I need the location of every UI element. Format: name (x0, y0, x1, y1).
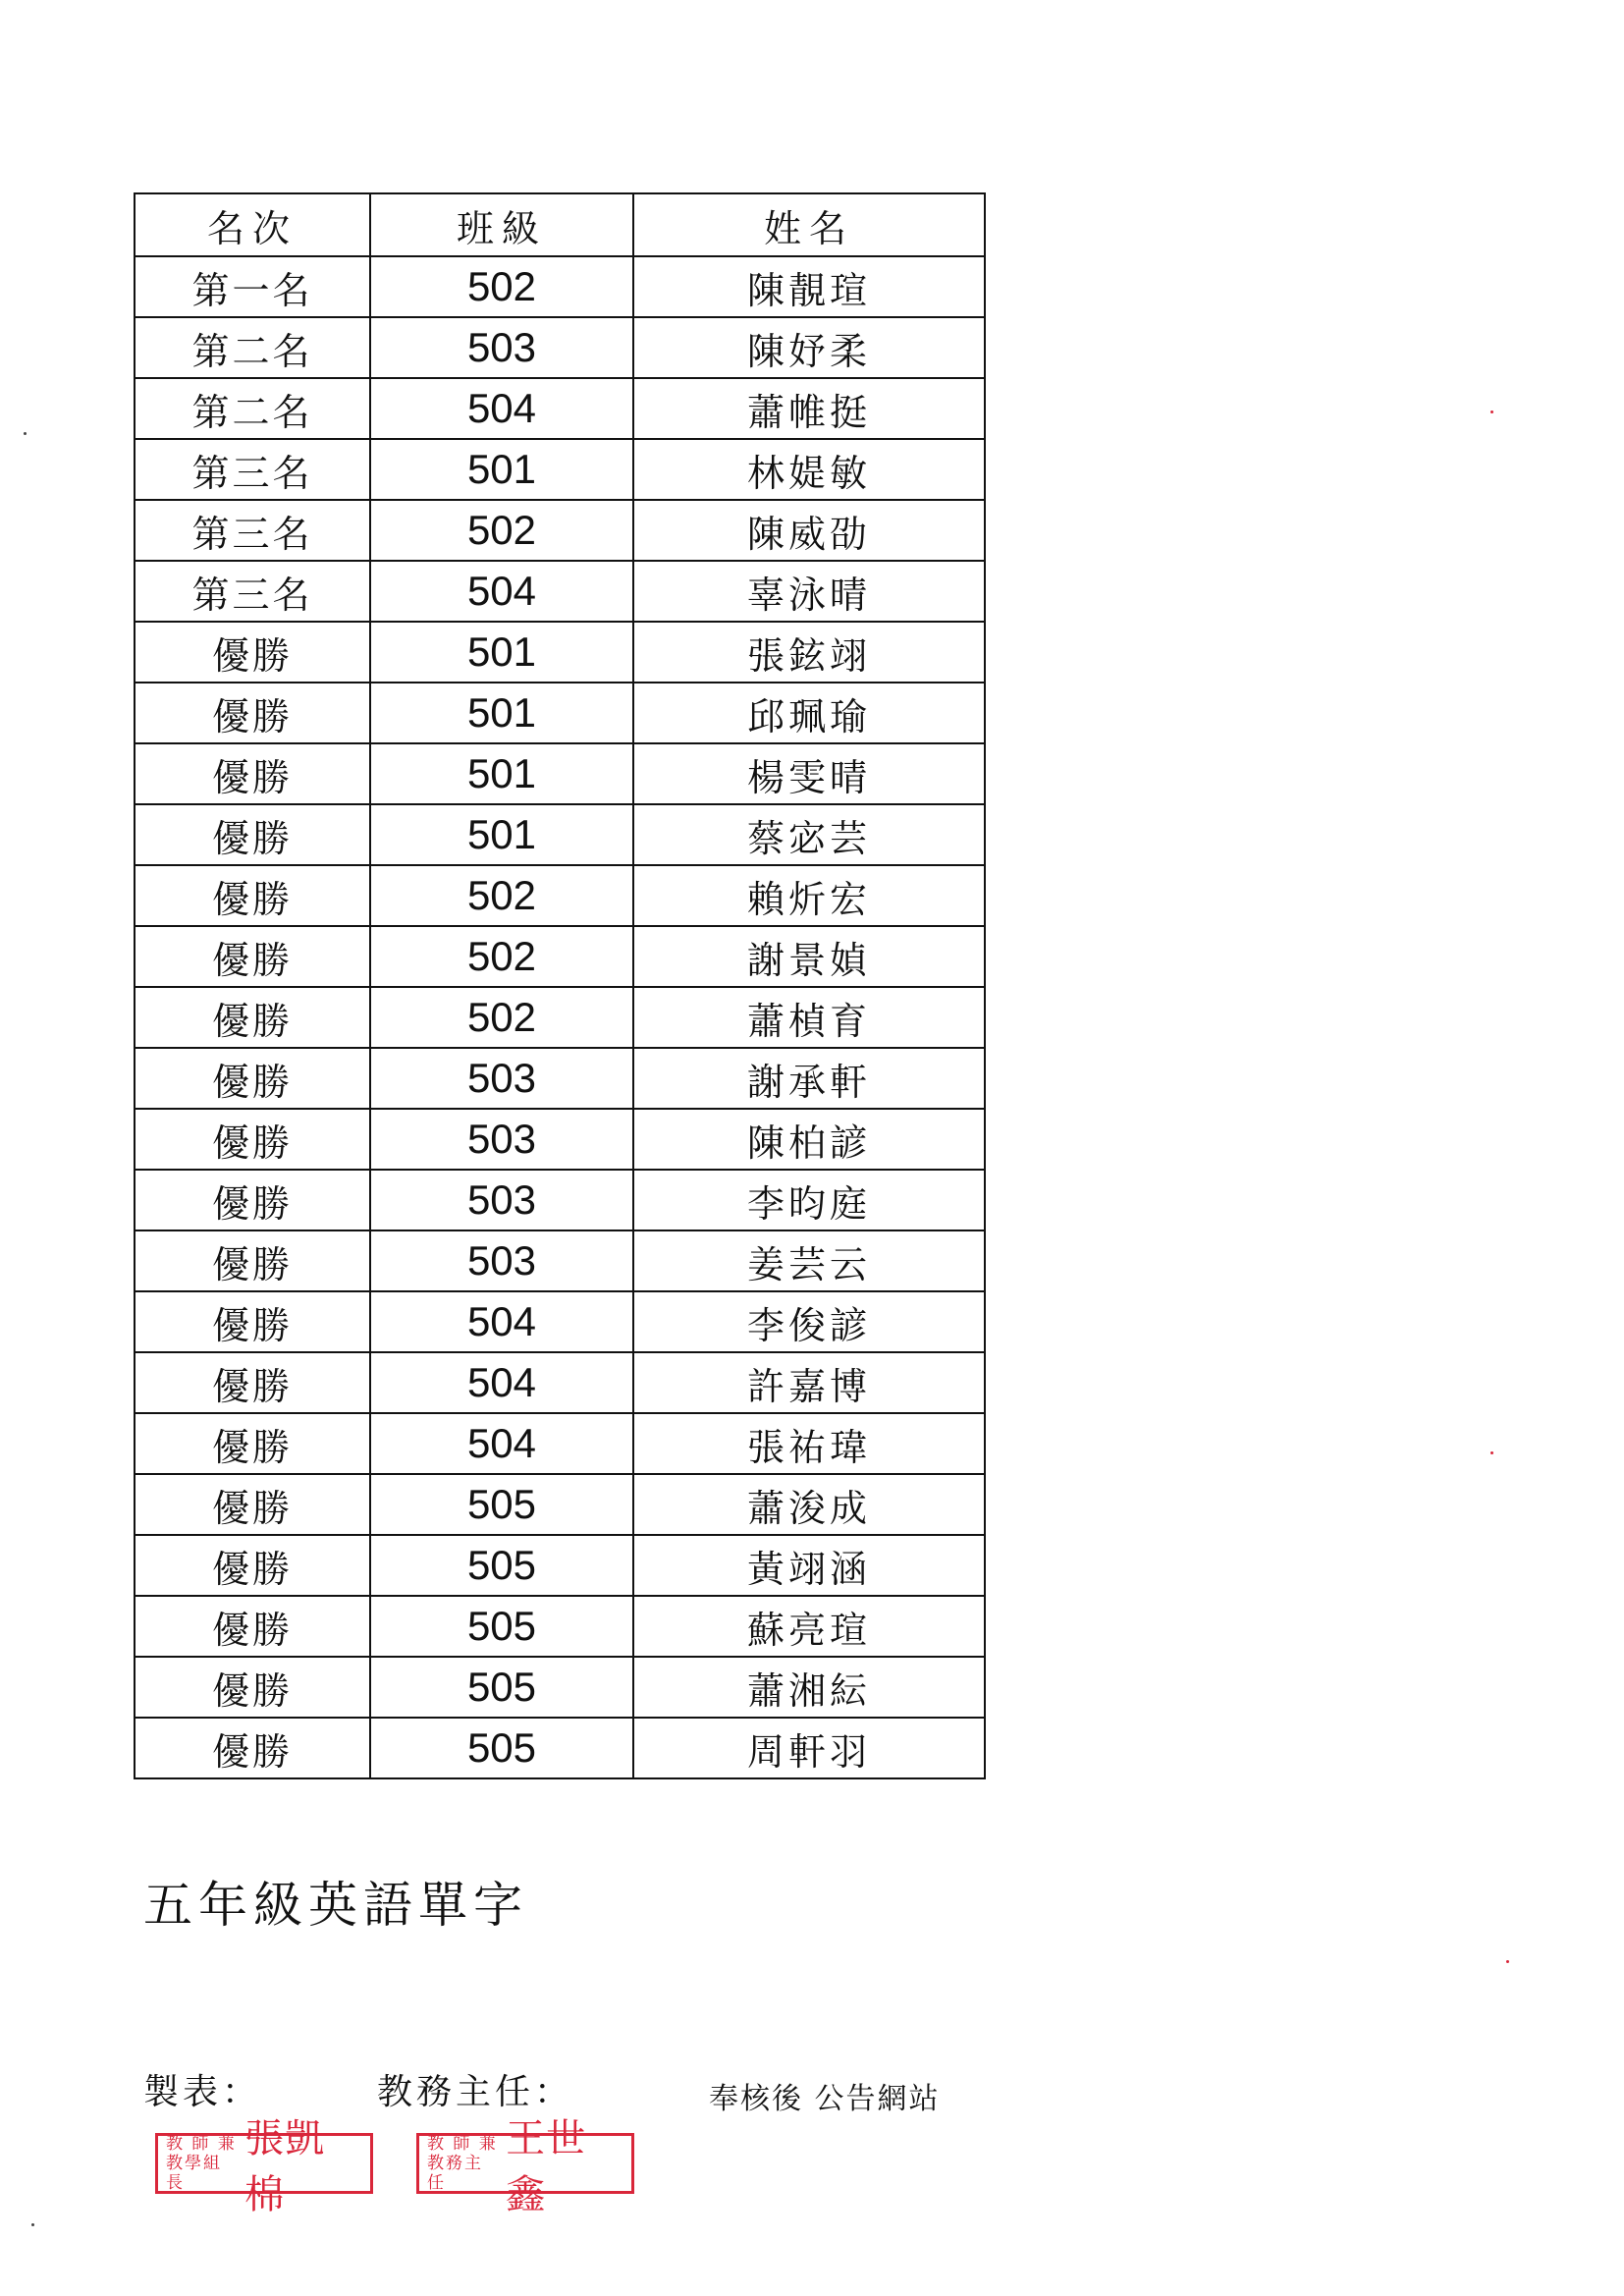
director-label: 教務主任： (377, 2072, 574, 2112)
stamp-line2: 教務主任 (427, 2154, 483, 2193)
table-row (135, 378, 985, 439)
cell-rank: 優勝 (135, 1596, 370, 1657)
maker-label: 製表： (143, 2072, 262, 2112)
cell-rank: 優勝 (135, 1718, 370, 1778)
table-row (135, 804, 985, 865)
table-row (135, 439, 985, 500)
cell-rank: 優勝 (135, 926, 370, 987)
cell-name: 姜芸云 (633, 1230, 985, 1291)
table-row (135, 561, 985, 622)
cell-rank: 第二名 (135, 378, 370, 439)
cell-class: 505 (370, 1657, 633, 1718)
table-row (135, 1535, 985, 1596)
cell-name: 張鉉翊 (633, 622, 985, 683)
header-name: 姓名 (633, 193, 985, 256)
cell-name: 陳威劭 (633, 500, 985, 561)
cell-class: 501 (370, 743, 633, 804)
cell-class: 501 (370, 439, 633, 500)
table-row (135, 926, 985, 987)
cell-rank: 第三名 (135, 561, 370, 622)
table-row (135, 1170, 985, 1230)
cell-rank: 優勝 (135, 1230, 370, 1291)
table-row (135, 987, 985, 1048)
cell-name: 蔡宓芸 (633, 804, 985, 865)
table-row (135, 500, 985, 561)
table-row (135, 743, 985, 804)
cell-rank: 優勝 (135, 1352, 370, 1413)
cell-name: 辜泳晴 (633, 561, 985, 622)
document-title: 五年級英語單字 (143, 1877, 528, 1934)
scan-speck (1490, 1451, 1493, 1454)
cell-name: 周軒羽 (633, 1718, 985, 1778)
table-row (135, 1109, 985, 1170)
stamp-name: 張凱棉 (244, 2116, 326, 2217)
stamp-name: 王世鑫 (506, 2116, 587, 2217)
cell-class: 501 (370, 683, 633, 743)
table-row (135, 1657, 985, 1718)
cell-class: 502 (370, 865, 633, 926)
cell-class: 502 (370, 256, 633, 317)
cell-rank: 優勝 (135, 1048, 370, 1109)
stamp-teaching-leader (155, 2116, 373, 2217)
cell-name: 李俊諺 (633, 1291, 985, 1352)
cell-class: 504 (370, 561, 633, 622)
cell-class: 505 (370, 1718, 633, 1778)
results-table (134, 192, 986, 1779)
scan-speck (31, 2223, 34, 2226)
table-row (135, 256, 985, 317)
cell-class: 503 (370, 1230, 633, 1291)
cell-rank: 優勝 (135, 1474, 370, 1535)
cell-name: 林媞敏 (633, 439, 985, 500)
cell-rank: 第二名 (135, 317, 370, 378)
cell-name: 謝承軒 (633, 1048, 985, 1109)
cell-rank: 第三名 (135, 439, 370, 500)
table-row (135, 622, 985, 683)
cell-rank: 優勝 (135, 987, 370, 1048)
table-row (135, 683, 985, 743)
cell-name: 蕭浚成 (633, 1474, 985, 1535)
cell-class: 502 (370, 500, 633, 561)
table-row (135, 1718, 985, 1778)
cell-class: 505 (370, 1474, 633, 1535)
cell-name: 張祐瑋 (633, 1413, 985, 1474)
stamp-line2: 教學組長 (166, 2154, 222, 2193)
cell-class: 505 (370, 1596, 633, 1657)
cell-name: 陳靚瑄 (633, 256, 985, 317)
cell-rank: 優勝 (135, 743, 370, 804)
cell-class: 504 (370, 1413, 633, 1474)
cell-rank: 優勝 (135, 622, 370, 683)
cell-name: 李昀庭 (633, 1170, 985, 1230)
cell-class: 504 (370, 1291, 633, 1352)
cell-class: 504 (370, 378, 633, 439)
cell-rank: 優勝 (135, 865, 370, 926)
table-row (135, 317, 985, 378)
cell-class: 501 (370, 804, 633, 865)
header-class: 班級 (370, 193, 633, 256)
cell-rank: 第一名 (135, 256, 370, 317)
cell-class: 503 (370, 1109, 633, 1170)
cell-name: 蘇亮瑄 (633, 1596, 985, 1657)
table-header-row (135, 193, 985, 256)
cell-rank: 優勝 (135, 1291, 370, 1352)
approval-note: 奉核後 公告網站 (709, 2082, 941, 2116)
cell-rank: 優勝 (135, 1535, 370, 1596)
stamp-academic-director (416, 2116, 634, 2217)
stamp-line1: 教 師 兼 (427, 2134, 498, 2154)
cell-name: 蕭楨育 (633, 987, 985, 1048)
cell-rank: 優勝 (135, 1413, 370, 1474)
table-row (135, 1352, 985, 1413)
cell-rank: 優勝 (135, 804, 370, 865)
table-row (135, 1413, 985, 1474)
cell-class: 501 (370, 622, 633, 683)
cell-name: 陳柏諺 (633, 1109, 985, 1170)
cell-class: 503 (370, 1048, 633, 1109)
table-row (135, 1048, 985, 1109)
cell-name: 楊雯晴 (633, 743, 985, 804)
cell-rank: 優勝 (135, 1657, 370, 1718)
cell-rank: 第三名 (135, 500, 370, 561)
table-row (135, 1474, 985, 1535)
header-rank: 名次 (135, 193, 370, 256)
cell-name: 賴炘宏 (633, 865, 985, 926)
cell-class: 502 (370, 926, 633, 987)
cell-name: 黃翊涵 (633, 1535, 985, 1596)
table-body (135, 256, 985, 1778)
cell-name: 許嘉博 (633, 1352, 985, 1413)
stamp-line1: 教 師 兼 (166, 2134, 237, 2154)
cell-class: 503 (370, 1170, 633, 1230)
scan-speck (1490, 410, 1493, 413)
cell-name: 謝景媜 (633, 926, 985, 987)
cell-class: 502 (370, 987, 633, 1048)
cell-name: 蕭湘紜 (633, 1657, 985, 1718)
scan-speck (24, 432, 27, 435)
cell-class: 503 (370, 317, 633, 378)
cell-class: 504 (370, 1352, 633, 1413)
cell-name: 蕭帷挺 (633, 378, 985, 439)
table-row (135, 865, 985, 926)
cell-name: 陳妤柔 (633, 317, 985, 378)
table-row (135, 1291, 985, 1352)
scan-speck (1506, 1960, 1509, 1963)
cell-rank: 優勝 (135, 1109, 370, 1170)
cell-rank: 優勝 (135, 683, 370, 743)
table-row (135, 1596, 985, 1657)
table-row (135, 1230, 985, 1291)
cell-rank: 優勝 (135, 1170, 370, 1230)
cell-class: 505 (370, 1535, 633, 1596)
cell-name: 邱珮瑜 (633, 683, 985, 743)
